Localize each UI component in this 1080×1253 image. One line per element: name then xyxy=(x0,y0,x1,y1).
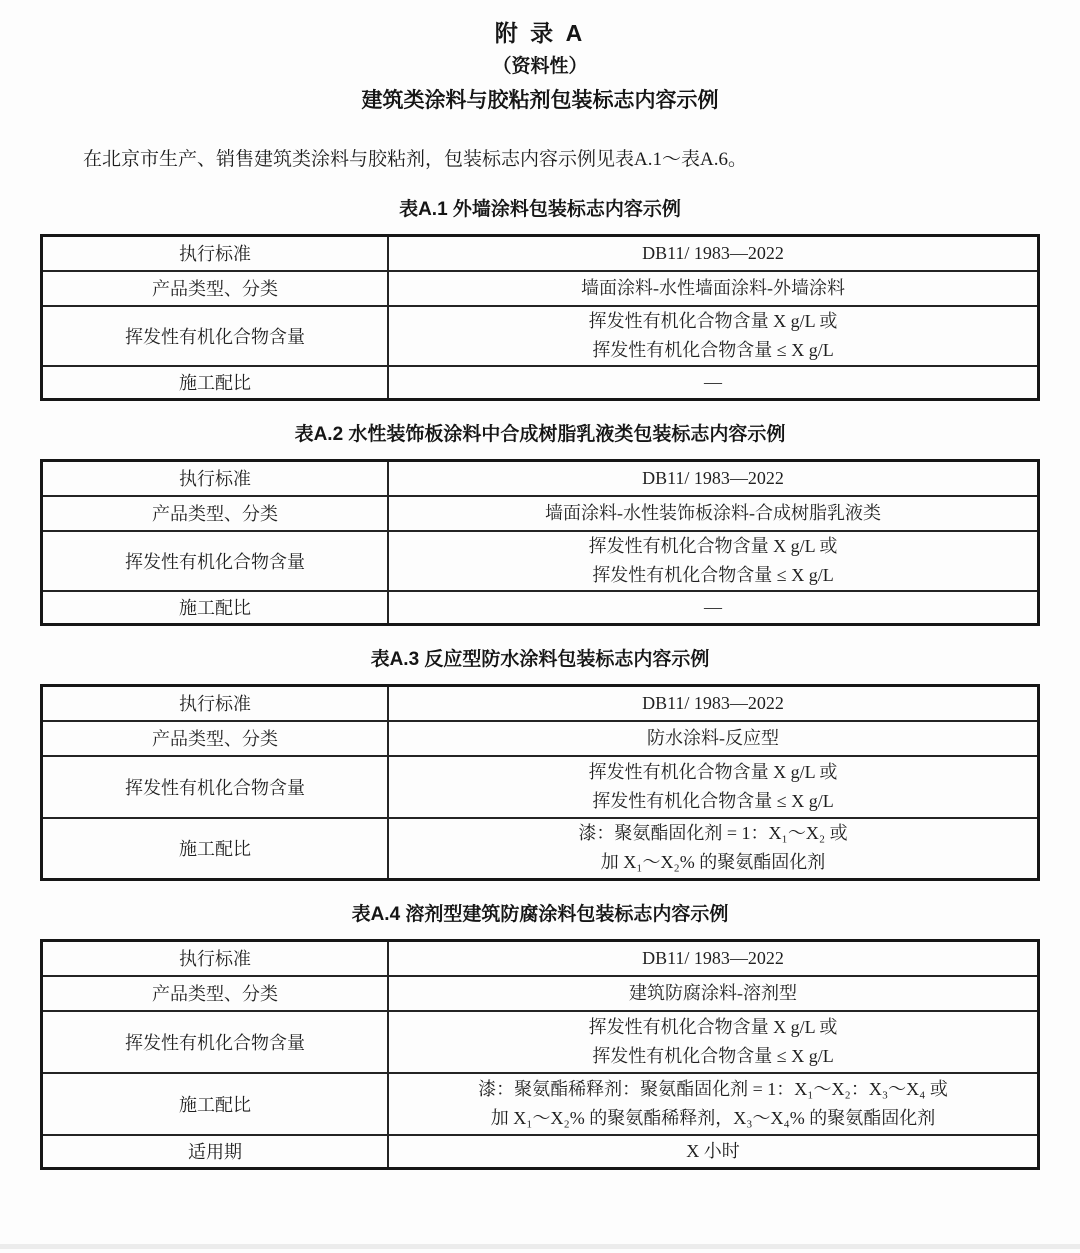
row-value-cell xyxy=(388,271,1039,306)
value-line: 墙面涂料-水性墙面涂料-外墙涂料 xyxy=(581,277,845,298)
row-value-cell xyxy=(388,531,1039,591)
appendix-label: 附 录 A xyxy=(494,20,586,46)
table-row xyxy=(42,271,1039,306)
table-row xyxy=(42,366,1039,400)
row-label-cell: 执行标准 xyxy=(42,686,389,721)
row-label-cell: 施工配比 xyxy=(42,366,389,400)
value-line: 防水涂料-反应型 xyxy=(647,727,779,748)
row-label-cell: 施工配比 xyxy=(42,591,389,625)
value-line: 挥发性有机化合物含量 X g/L 或 xyxy=(588,761,838,782)
table-a3 xyxy=(40,684,1040,881)
row-value-cell xyxy=(388,1073,1039,1135)
table-a2-caption: 表A.2 水性装饰板涂料中合成树脂乳液类包装标志内容示例 xyxy=(294,424,786,445)
appendix-title: 建筑类涂料与胶粘剂包装标志内容示例 xyxy=(361,89,719,112)
intro-paragraph: 在北京市生产、销售建筑类涂料与胶粘剂，包装标志内容示例见表A.1～表A.6。 xyxy=(83,149,747,170)
row-value-cell xyxy=(388,591,1039,625)
table-row xyxy=(42,1135,1039,1169)
row-value-cell xyxy=(388,1011,1039,1073)
value-line: 挥发性有机化合物含量 ≤ X g/L xyxy=(592,1045,834,1066)
row-label-cell: 产品类型、分类 xyxy=(42,976,389,1011)
table-a2 xyxy=(40,459,1040,626)
value-line: 挥发性有机化合物含量 X g/L 或 xyxy=(588,310,838,331)
table-a3-caption: 表A.3 反应型防水涂料包装标志内容示例 xyxy=(370,649,710,670)
row-label-cell: 执行标准 xyxy=(42,236,389,271)
row-value-cell xyxy=(388,366,1039,400)
row-label-cell: 挥发性有机化合物含量 xyxy=(42,531,389,591)
table-row xyxy=(42,236,1039,271)
row-label-cell: 适用期 xyxy=(42,1135,389,1169)
table-a4-caption: 表A.4 溶剂型建筑防腐涂料包装标志内容示例 xyxy=(351,904,729,925)
table-row xyxy=(42,818,1039,880)
table-row xyxy=(42,496,1039,531)
table-row xyxy=(42,461,1039,496)
row-label-cell: 产品类型、分类 xyxy=(42,271,389,306)
table-a1 xyxy=(40,234,1040,401)
value-line: 加 X₁～X₂% 的聚氨酯稀释剂，X₃～X₄% 的聚氨酯固化剂 xyxy=(490,1107,936,1128)
row-value-cell xyxy=(388,976,1039,1011)
row-label-cell: 施工配比 xyxy=(42,1073,389,1135)
row-value-cell xyxy=(388,306,1039,366)
row-value-cell xyxy=(388,818,1039,880)
row-value-cell xyxy=(388,496,1039,531)
row-value-cell xyxy=(388,941,1039,976)
table-row xyxy=(42,306,1039,366)
value-line: 挥发性有机化合物含量 ≤ X g/L xyxy=(592,790,834,811)
row-label-cell: 挥发性有机化合物含量 xyxy=(42,306,389,366)
value-line: 加 X₁～X₂% 的聚氨酯固化剂 xyxy=(600,852,826,873)
value-line: 建筑防腐涂料-溶剂型 xyxy=(629,982,797,1003)
table-a4 xyxy=(40,939,1040,1170)
row-label-cell: 产品类型、分类 xyxy=(42,721,389,756)
table-row xyxy=(42,756,1039,818)
row-label-cell: 执行标准 xyxy=(42,941,389,976)
row-value-cell xyxy=(388,686,1039,721)
table-row xyxy=(42,531,1039,591)
next-table-cutoff-edge xyxy=(0,1244,1080,1249)
value-line: 挥发性有机化合物含量 X g/L 或 xyxy=(588,1016,838,1037)
table-row xyxy=(42,1011,1039,1073)
value-line: DB11/ 1983—2022 xyxy=(642,467,784,488)
value-line: — xyxy=(704,371,722,392)
table-row xyxy=(42,686,1039,721)
row-label-cell: 产品类型、分类 xyxy=(42,496,389,531)
row-label-cell: 执行标准 xyxy=(42,461,389,496)
value-line: DB11/ 1983—2022 xyxy=(642,947,784,968)
row-label-cell: 挥发性有机化合物含量 xyxy=(42,756,389,818)
row-value-cell xyxy=(388,721,1039,756)
row-value-cell xyxy=(388,1135,1039,1169)
table-row xyxy=(42,976,1039,1011)
row-label-cell: 施工配比 xyxy=(42,818,389,880)
value-line: 挥发性有机化合物含量 ≤ X g/L xyxy=(592,564,834,585)
value-line: DB11/ 1983—2022 xyxy=(642,692,784,713)
value-line: DB11/ 1983—2022 xyxy=(642,242,784,263)
row-value-cell xyxy=(388,236,1039,271)
row-value-cell xyxy=(388,461,1039,496)
table-row xyxy=(42,941,1039,976)
value-line: 挥发性有机化合物含量 X g/L 或 xyxy=(588,535,838,556)
row-label-cell: 挥发性有机化合物含量 xyxy=(42,1011,389,1073)
table-row xyxy=(42,1073,1039,1135)
value-line: 墙面涂料-水性装饰板涂料-合成树脂乳液类 xyxy=(545,502,881,523)
value-line: — xyxy=(704,596,722,617)
value-line: 挥发性有机化合物含量 ≤ X g/L xyxy=(592,339,834,360)
table-row xyxy=(42,721,1039,756)
value-line: 漆：聚氨酯固化剂 = 1：X₁～X₂ 或 xyxy=(578,823,848,844)
appendix-type: （资料性） xyxy=(492,56,588,77)
value-line: 漆：聚氨酯稀释剂：聚氨酯固化剂 = 1：X₁～X₂：X₃～X₄ 或 xyxy=(478,1078,948,1099)
value-line: X 小时 xyxy=(686,1140,740,1161)
table-row xyxy=(42,591,1039,625)
table-a1-caption: 表A.1 外墙涂料包装标志内容示例 xyxy=(399,199,681,220)
row-value-cell xyxy=(388,756,1039,818)
